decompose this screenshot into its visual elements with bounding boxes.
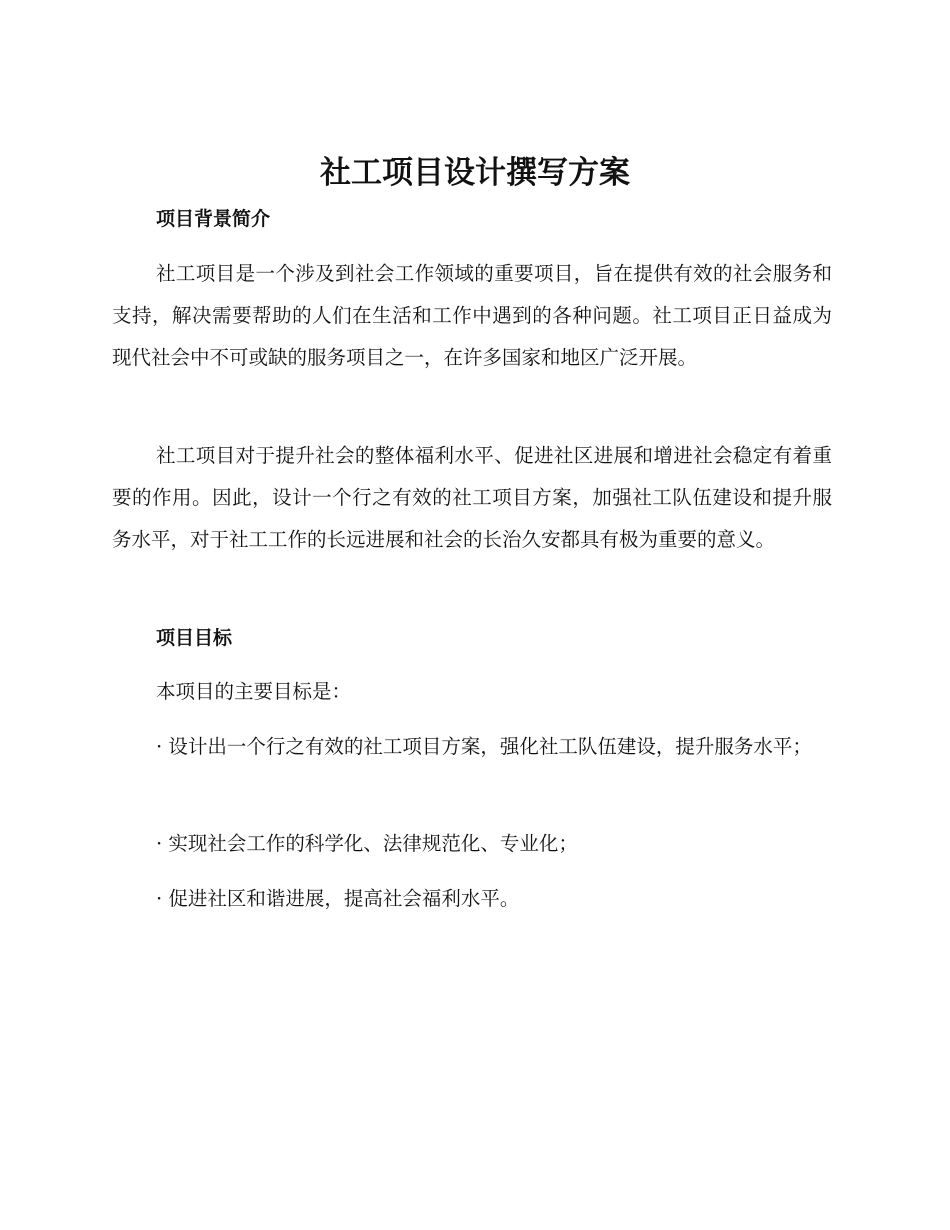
goal-bullet-3: · 促进社区和谐进展，提高社会福利水平。 bbox=[156, 887, 520, 910]
section-heading-goals: 项目目标 bbox=[156, 627, 233, 649]
background-paragraph-2: 社工项目对于提升社会的整体福利水平、促进社区进展和增进社会稳定有着重要的作用。因此，设计一个行之有效的社工项目方案，加强社工队伍建设和提升服务水平，对于社工工作的长远进展和社会的长治久安都具有极为重要的意义。 bbox=[112, 444, 832, 551]
goal-bullet-1: · 设计出一个行之有效的社工项目方案，强化社工队伍建设，提升服务水平； bbox=[156, 735, 812, 758]
section-heading-background: 项目背景简介 bbox=[156, 208, 271, 230]
goal-bullet-2: · 实现社会工作的科学化、法律规范化、专业化； bbox=[156, 832, 578, 855]
goals-intro: 本项目的主要目标是： bbox=[156, 680, 352, 703]
background-paragraph-1: 社工项目是一个涉及到社会工作领域的重要项目，旨在提供有效的社会服务和支持，解决需要帮助的人们在生活和工作中遇到的各种问题。社工项目正日益成为现代社会中不可或缺的服务项目之一，在许多国家和地区广泛开展。 bbox=[112, 262, 832, 369]
document-title: 社工项目设计撰写方案 bbox=[320, 155, 630, 191]
